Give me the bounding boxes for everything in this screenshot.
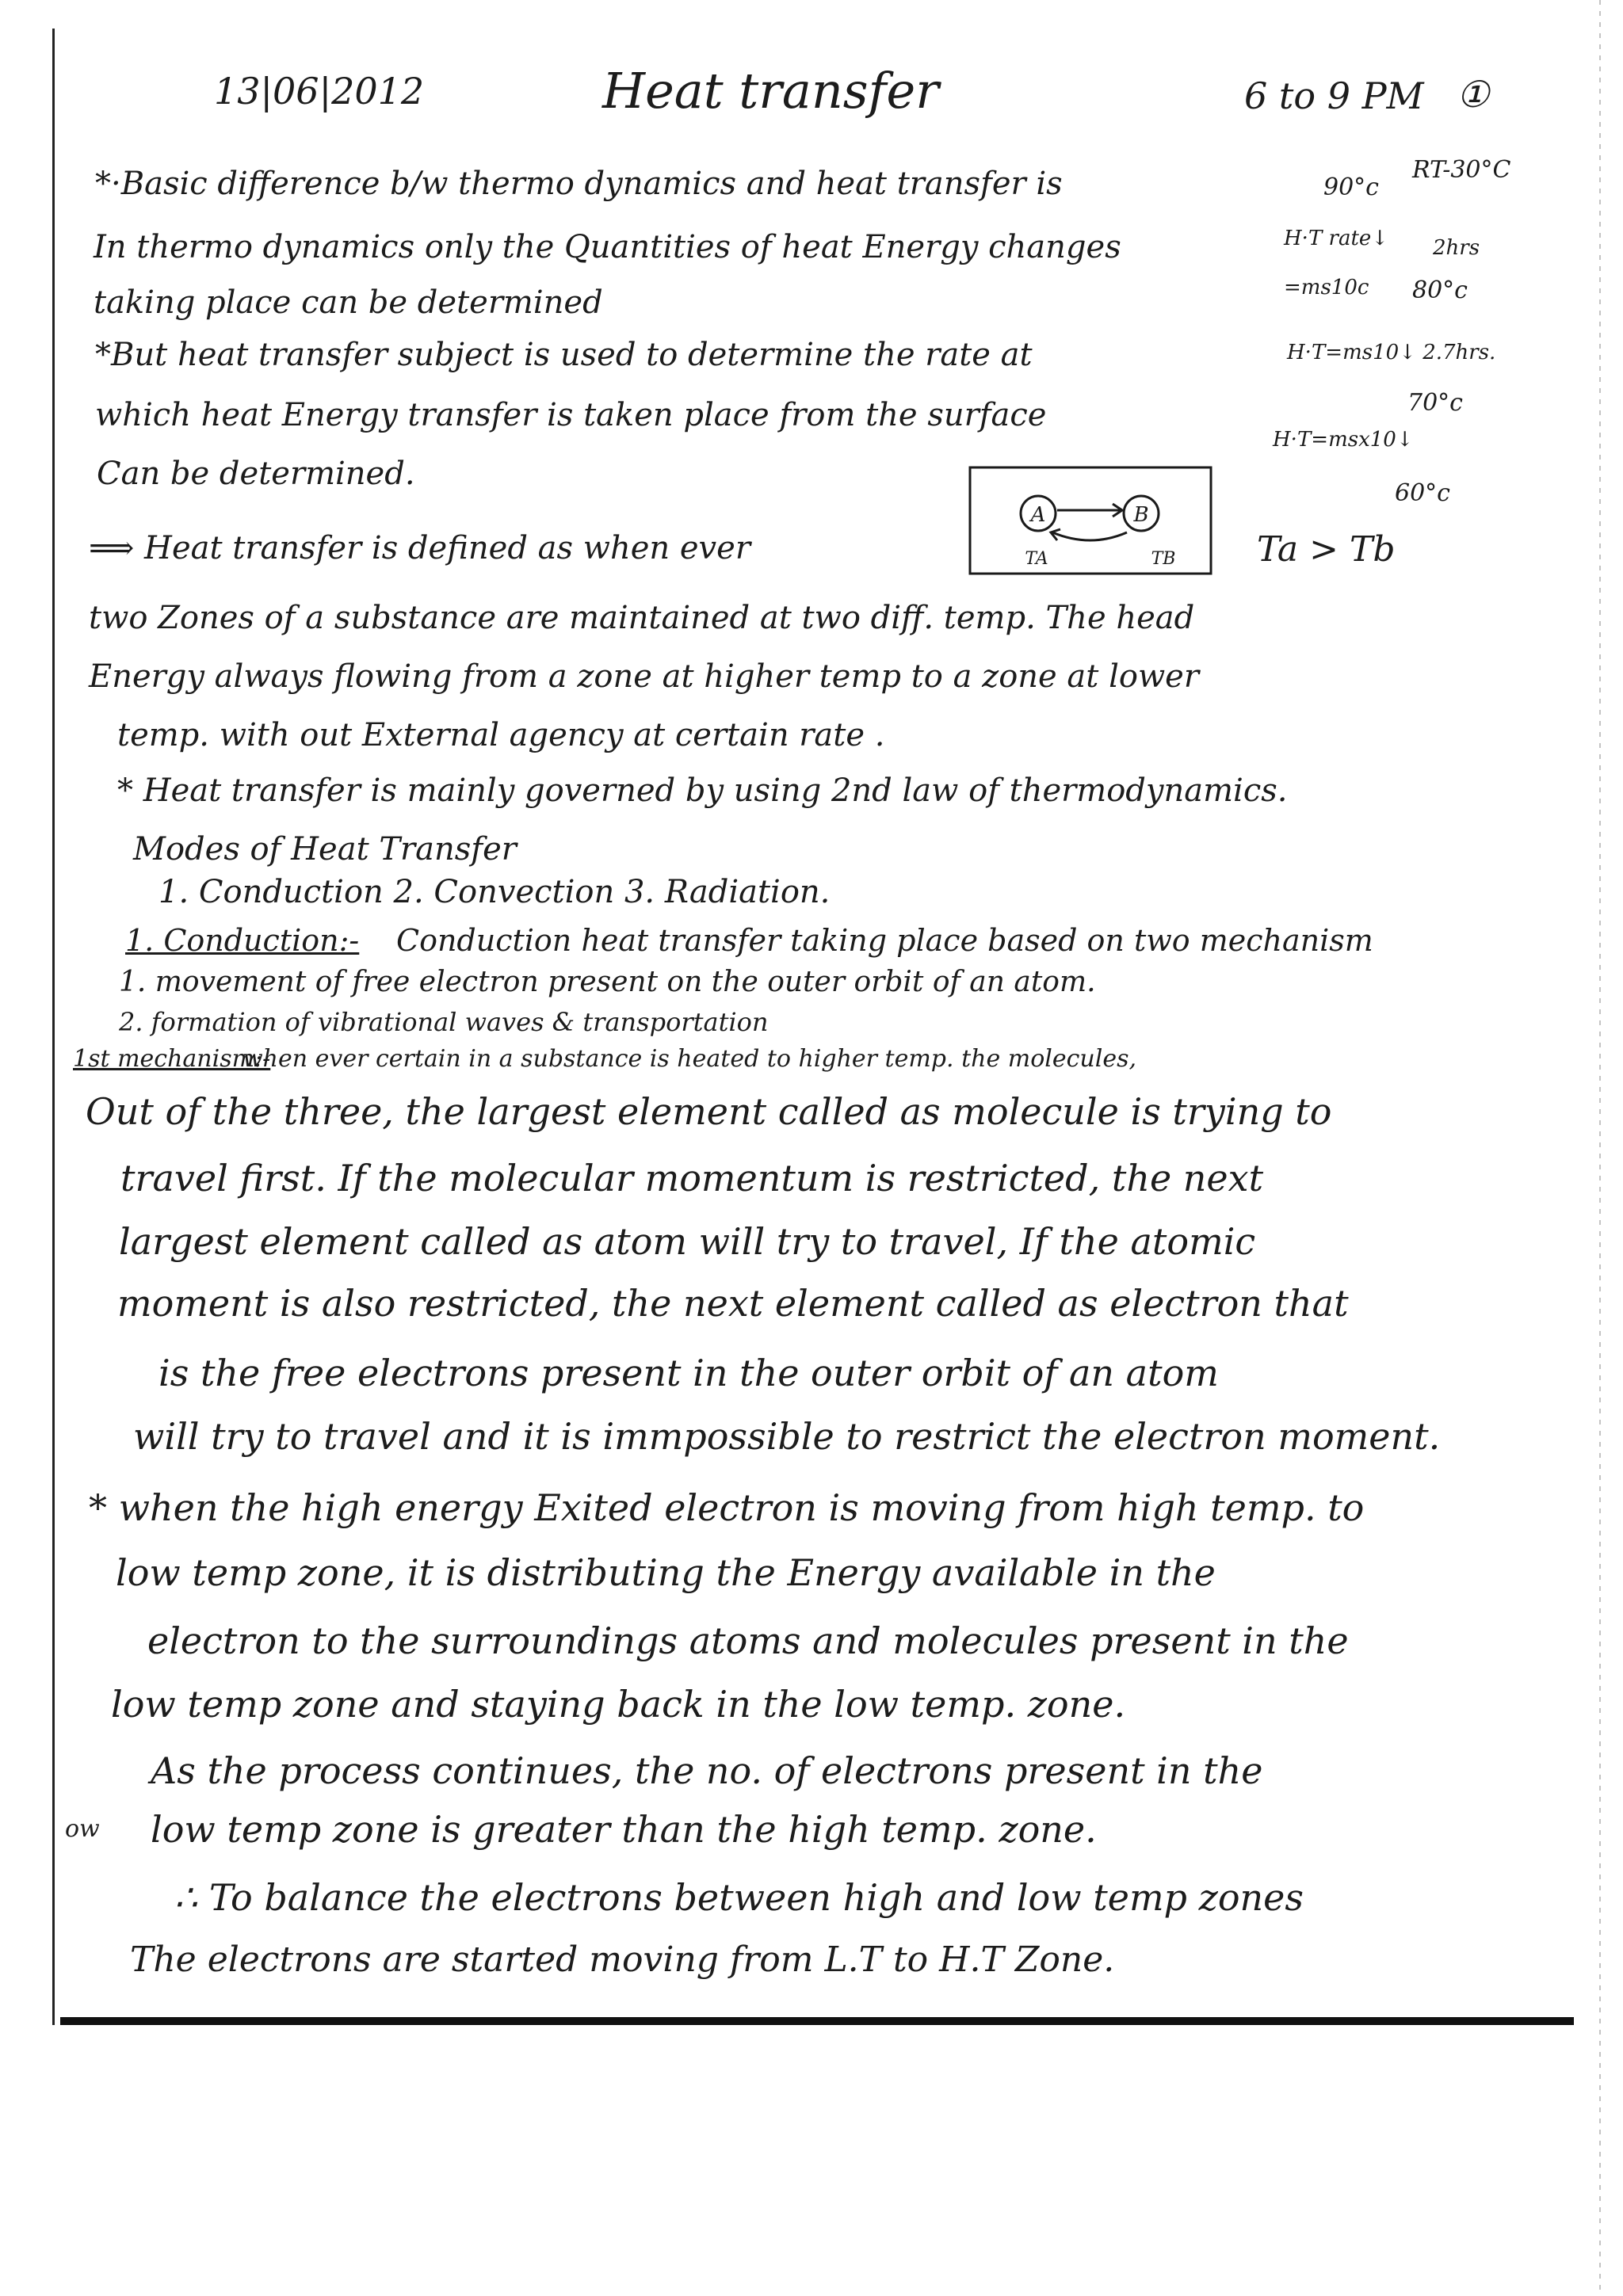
text-line: Out of the three, the largest element called as molecule is trying to bbox=[86, 1090, 1332, 1133]
conduction-heading: 1. Conduction:- bbox=[125, 923, 360, 958]
margin-rt: RT-30°C bbox=[1412, 156, 1511, 184]
text-line: largest element called as atom will try to travel, If the atomic bbox=[119, 1220, 1256, 1263]
zone-diagram bbox=[968, 466, 1214, 577]
text-line: *But heat transfer subject is used to determine the rate at bbox=[95, 337, 1033, 373]
page-title: Heat transfer bbox=[602, 62, 939, 120]
margin-ht3: H·T=msx10↓ bbox=[1273, 428, 1414, 452]
class-time: 6 to 9 PM bbox=[1244, 74, 1424, 117]
text-line: Energy always flowing from a zone at higher temp to a zone at lower bbox=[89, 658, 1199, 695]
text-line: is the free electrons present in the outer orbit of an atom bbox=[158, 1352, 1219, 1394]
text-line: low temp zone is greater than the high temp. zone. bbox=[151, 1808, 1097, 1851]
text-line: low temp zone, it is distributing the Energy available in the bbox=[116, 1551, 1216, 1594]
mechanism-heading: 1st mechanism:- bbox=[73, 1045, 271, 1073]
page-number: ① bbox=[1457, 73, 1490, 116]
text-line: travel first. If the molecular momentum is restricted, the next bbox=[120, 1157, 1264, 1199]
margin-t4: 60°c bbox=[1395, 479, 1450, 507]
margin-ht1-eq: =ms10c bbox=[1284, 276, 1369, 299]
margin-t3: 70°c bbox=[1407, 389, 1463, 417]
text-line: 1. Conduction 2. Convection 3. Radiation. bbox=[158, 874, 831, 910]
margin-t1: 90°c bbox=[1323, 174, 1379, 201]
margin-fragment: ow bbox=[65, 1815, 100, 1843]
node-a-label: A bbox=[1030, 503, 1046, 527]
text-line: low temp zone and staying back in the low temp. zone. bbox=[111, 1683, 1126, 1726]
margin-t2: 80°c bbox=[1412, 277, 1468, 304]
margin-ht1-label: H·T rate↓ bbox=[1284, 227, 1389, 250]
text-line: 2. formation of vibrational waves & transportation bbox=[119, 1007, 769, 1037]
margin-ht1-time: 2hrs bbox=[1433, 236, 1480, 260]
text-line: electron to the surroundings atoms and molecules present in the bbox=[147, 1619, 1349, 1662]
text-line: ∴ To balance the electrons between high and low temp zones bbox=[174, 1876, 1304, 1919]
text-line: temp. with out External agency at certain rate . bbox=[117, 717, 885, 753]
text-line: * when the high energy Exited electron is moving from high temp. to bbox=[89, 1486, 1365, 1529]
node-b-label: B bbox=[1133, 503, 1149, 527]
text-line: moment is also restricted, the next element called as electron that bbox=[117, 1282, 1349, 1325]
left-margin-rule bbox=[52, 29, 55, 2025]
text-line: Modes of Heat Transfer bbox=[133, 831, 517, 868]
temperature-relation: Ta > Tb bbox=[1257, 529, 1396, 570]
text-line: Can be determined. bbox=[97, 456, 415, 492]
text-line: In thermo dynamics only the Quantities of heat Energy changes bbox=[94, 229, 1121, 265]
margin-ht2: H·T=ms10↓ 2.7hrs. bbox=[1287, 341, 1496, 364]
text-line: * Heat transfer is mainly governed by using 2nd law of thermodynamics. bbox=[117, 772, 1288, 809]
temp-b-label: TB bbox=[1151, 549, 1176, 569]
text-line: which heat Energy transfer is taken place from the surface bbox=[95, 397, 1047, 433]
text-line: when ever certain in a substance is heated to higher temp. the molecules, bbox=[242, 1045, 1137, 1073]
arrow-b-to-a bbox=[1052, 532, 1127, 540]
text-line: taking place can be determined bbox=[94, 284, 603, 321]
text-line: As the process continues, the no. of electrons present in the bbox=[151, 1749, 1263, 1792]
scan-edge bbox=[1599, 0, 1601, 2296]
text-line: *·Basic difference b/w thermo dynamics and heat transfer is bbox=[95, 166, 1063, 202]
temp-a-label: TA bbox=[1025, 549, 1048, 569]
text-line: The electrons are started moving from L.T to H.T Zone. bbox=[130, 1939, 1115, 1980]
date: 13|06|2012 bbox=[214, 70, 425, 113]
text-line: ⟹ Heat transfer is defined as when ever bbox=[89, 530, 750, 566]
text-line: two Zones of a substance are maintained at two diff. temp. The head bbox=[89, 600, 1195, 636]
text-line: Conduction heat transfer taking place based on two mechanism bbox=[396, 923, 1373, 958]
text-line: 1. movement of free electron present on the outer orbit of an atom. bbox=[119, 966, 1096, 998]
bottom-rule bbox=[60, 2017, 1574, 2025]
text-line: will try to travel and it is immpossible to restrict the electron moment. bbox=[133, 1415, 1441, 1458]
